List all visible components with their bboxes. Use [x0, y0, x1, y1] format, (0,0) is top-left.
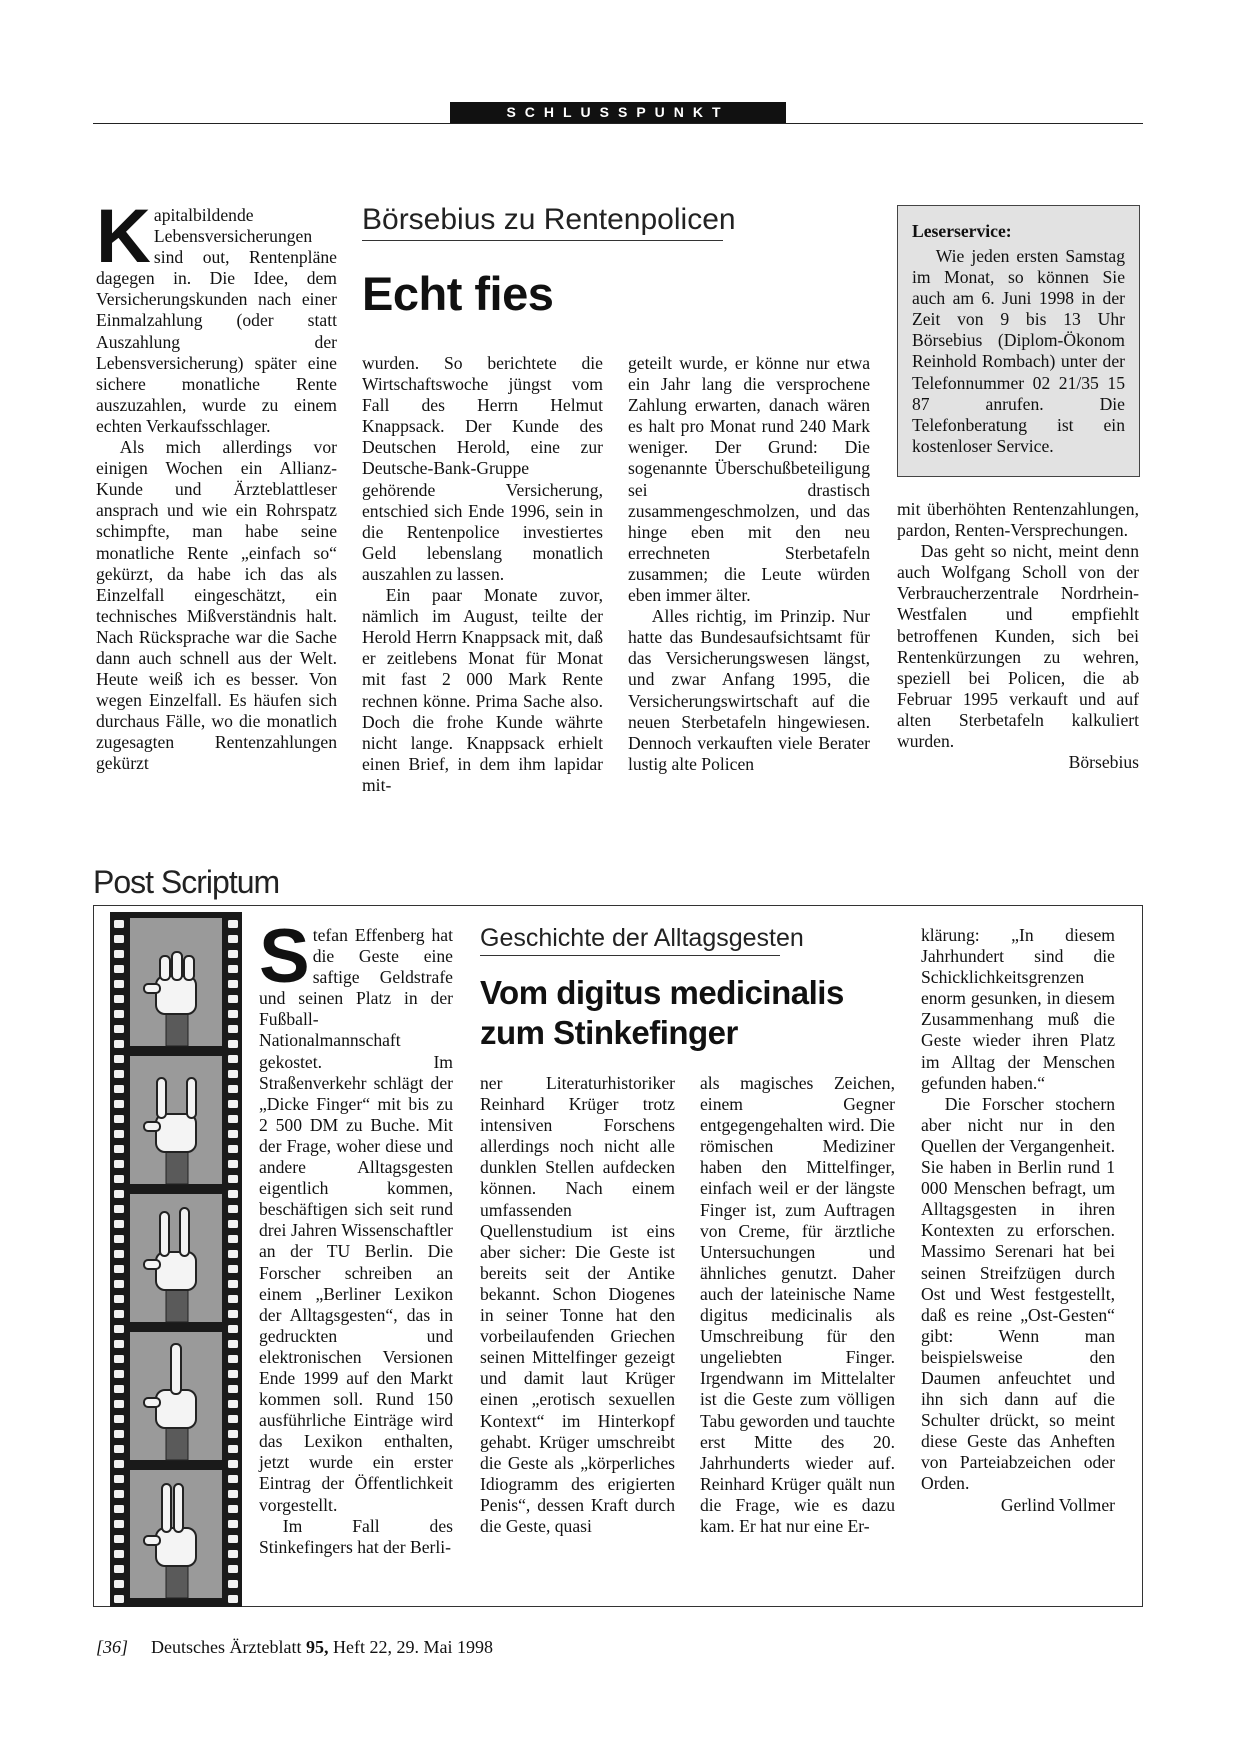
film-perforation — [228, 950, 238, 958]
reader-service-box — [897, 205, 1140, 477]
article1-column-2 — [362, 353, 603, 796]
film-perforation — [228, 1205, 238, 1213]
film-perforation — [228, 1490, 238, 1498]
film-strip-illustration — [110, 912, 242, 1607]
film-perforation — [114, 1235, 124, 1243]
postscriptum-title: Post Scriptum — [93, 864, 280, 900]
header-rule — [93, 123, 1143, 124]
film-perforation — [228, 1400, 238, 1408]
film-perforation — [228, 1235, 238, 1243]
film-perforation — [114, 1025, 124, 1033]
postscriptum-kicker-rule — [480, 955, 780, 956]
film-perforation — [228, 1040, 238, 1048]
film-perforation — [228, 1385, 238, 1393]
film-perforation — [114, 1580, 124, 1588]
article1-col4-para2: Das geht so nicht, meint denn auch Wolfgang Scholl von der Verbraucherzentrale Nordrhein-Westfalen und empfiehlt betroffenen Kunden, sich bei Rentenkürzungen zu wehren, speziell bei Policen, die ab Februar 1995 verkauft und auf alten Sterbetafeln kalkuliert wurden. — [897, 541, 1139, 752]
film-perforation — [228, 1085, 238, 1093]
article1-kicker: Börsebius zu Rentenpolicen — [362, 203, 736, 236]
film-perforation — [114, 1265, 124, 1273]
article1-col2-para1: wurden. So berichtete die Wirtschaftswoche jüngst vom Fall des Herrn Helmut Knappsack. Der Kunde des Deutschen Herold, eine zur Deutsche-Bank-Gruppe gehörende Versicherung, entschied sich Ende 1996, sein in die Rentenpolice investiertes Geld lebenslang monatlich auszahlen zu lassen. — [362, 353, 603, 584]
article1-col3-para1: geteilt wurde, er könne nur etwa ein Jahr lang die versprochene Zahlung erwarten, danach wären es halt pro Monat rund 240 Mark weniger. Der Grund: Die sogenannte Überschußbeteiligung sei drastisch zusammengeschmolzen, und das hinge eben mit den neu errechneten Sterbetafeln zusammen; die Leute würden eben immer älter. — [628, 353, 870, 606]
film-perforation — [228, 1580, 238, 1588]
film-perforation — [114, 1040, 124, 1048]
film-perforation — [228, 1295, 238, 1303]
article1-col1-para1: apitalbildende Lebensversicherungen sind out, Rentenpläne dagegen in. Die Idee, dem Versicherungskunden nach einer Einmalzahlung (oder statt Auszahlung der Lebensversicherung) später eine sichere monatliche Rente auszuzahlen, wurde zu einem echten Verkaufsschlager. — [96, 205, 337, 436]
film-perforation — [228, 1025, 238, 1033]
postscriptum-headline-line1: Vom digitus medicinalis — [480, 974, 844, 1011]
film-perforation — [228, 1445, 238, 1453]
film-perforation — [114, 1370, 124, 1378]
film-perforation — [228, 1340, 238, 1348]
article1-kicker-rule — [362, 240, 723, 241]
film-perforation — [114, 1070, 124, 1078]
postscriptum-column-4 — [921, 925, 1115, 1516]
film-perforation — [228, 1415, 238, 1423]
victory-gesture-icon — [130, 1194, 222, 1322]
ps-col4-para1: klärung: „In diesem Jahrhundert sind die Schicklichkeitsgrenzen enorm gesunken, in diesem Zusammenhang muß die Geste wieder ihren Platz im Alltag der Menschen gefunden haben.“ — [921, 925, 1115, 1093]
film-perforation — [114, 935, 124, 943]
film-perforation — [228, 935, 238, 943]
film-perforation — [228, 1145, 238, 1153]
ps-col1-para2: Im Fall des Stinkefingers hat der Berli- — [259, 1515, 453, 1557]
film-perforation — [228, 1220, 238, 1228]
film-perforation — [114, 1430, 124, 1438]
postscriptum-headline — [480, 973, 844, 1053]
film-perforation — [228, 920, 238, 928]
film-perforation — [114, 965, 124, 973]
film-perforation — [228, 1010, 238, 1018]
fist-gesture-icon — [130, 918, 222, 1046]
article1-col2-para2: Ein paar Monate zuvor, nämlich im August, teilte der Herold Herrn Knappsack mit, daß er zeitlebens Monat für Monat mit fast 2 000 Mark Rente rechnen könne. Prima Sache also. Doch die frohe Kunde währte nicht lange. Knappsack erhielt einen Brief, in dem ihm lapidar mit- — [362, 585, 603, 795]
film-perforation — [114, 920, 124, 928]
reader-service-text: Wie jeden ersten Samstag im Monat, so können Sie auch am 6. Juni 1998 in der Zeit von 9 bis 13 Uhr Börsebius (Diplom-Ökonom Reinhold Rombach) unter der Telefonnummer 02 21/35 15 87 anrufen. Die Telefonberatung ist ein kostenloser Service. — [912, 246, 1125, 456]
article1-column-1 — [96, 194, 337, 775]
film-perforation — [228, 1460, 238, 1468]
film-perforation — [228, 1280, 238, 1288]
postscriptum-kicker: Geschichte der Alltagsgesten — [480, 924, 804, 952]
dropcap-s: S — [259, 914, 310, 999]
article1-col4-para1: mit überhöhten Rentenzahlungen, pardon, Renten-Versprechungen. — [897, 499, 1139, 541]
film-perforation — [114, 1310, 124, 1318]
postscriptum-column-3 — [700, 1073, 895, 1537]
film-perforation — [114, 1205, 124, 1213]
film-perforation — [228, 1310, 238, 1318]
film-perforation — [114, 1190, 124, 1198]
film-perforation — [114, 1325, 124, 1333]
article1-column-3 — [628, 353, 870, 775]
postscriptum-headline-line2: zum Stinkefinger — [480, 1014, 738, 1051]
film-perforation — [114, 1130, 124, 1138]
film-perforation — [228, 995, 238, 1003]
film-perforation — [114, 950, 124, 958]
reader-service-title: Leserservice: — [912, 221, 1012, 241]
film-perforation — [114, 1475, 124, 1483]
film-perforation — [114, 1250, 124, 1258]
film-perforation — [114, 1505, 124, 1513]
film-perforation — [228, 1430, 238, 1438]
film-perforation — [228, 1520, 238, 1528]
film-perforation — [228, 1505, 238, 1513]
film-perforation — [114, 1100, 124, 1108]
page-footer — [96, 1636, 493, 1658]
section-label: SCHLUSSPUNKT — [450, 102, 786, 123]
film-perforation — [114, 995, 124, 1003]
film-perforation — [228, 1475, 238, 1483]
film-perforation — [114, 1550, 124, 1558]
film-perforation — [114, 1280, 124, 1288]
film-perforation — [228, 980, 238, 988]
film-perforation — [228, 1100, 238, 1108]
film-perforation — [228, 1160, 238, 1168]
ps-col4-para2: Die Forscher stochern aber nicht nur in den Quellen der Vergangenheit. Sie haben in Berlin rund 1 000 Menschen befragt, um Alltagsgesten in ihren Kontexten zu erforschen. Massimo Serenari hat bei seinen Streifzügen durch Ost und West festgestellt, daß es reine „Ost-Gesten“ gibt: Wenn man beispielsweise den Daumen anfeuchtet und ihn sich dann auf die Schulter drückt, so meint diese Geste das Anheften von Parteiabzeichen oder Orden. — [921, 1093, 1115, 1494]
page-number: [36] — [96, 1637, 129, 1657]
article1-col1-para2: Als mich allerdings vor einigen Wochen ein Allianz-Kunde und Ärzteblattleser ansprach und wie ein Rohrspatz schimpfte, man habe seine monatliche Rente „einfach so“ gekürzt, da habe ich das als Einzelfall eingeschätzt, ein technisches Mißverständnis halt. Nach Rücksprache war die Sache dann auch schnell aus der Welt. Heute weiß ich es besser. Von wegen Einzelfall. Es häufen sich durchaus Fälle, wo die monatlich zugesagten Rentenzahlungen gekürzt — [96, 437, 337, 774]
film-perforation — [114, 1085, 124, 1093]
film-perforation — [228, 1130, 238, 1138]
film-perforation — [114, 1400, 124, 1408]
article1-column-4 — [897, 499, 1139, 773]
film-perforation — [228, 1370, 238, 1378]
journal-issue: Heft 22, 29. Mai 1998 — [332, 1637, 493, 1657]
ps-col2-para1: ner Literaturhistoriker Reinhard Krüger trotz intensiven Forschens allerdings noch nicht alle dunklen Stellen aufdecken können. Nach einem umfassenden Quellenstudium ist eins aber sicher: Die Geste ist bereits seit der Antike bekannt. Schon Diogenes in seiner Tonne hat den vorbeilaufenden Griechen seinen Mittelfinger gezeigt und damit laut Krüger einen „erotisch sexuellen Kontext“ im Hinterkopf gehabt. Krüger umschreibt die Geste als „körperliches Idiogramm des erigierten Penis“, dessen Kraft durch die Geste, quasi — [480, 1073, 675, 1536]
film-perforation — [228, 1115, 238, 1123]
film-perforation — [114, 1460, 124, 1468]
article1-signature: Börsebius — [1068, 752, 1139, 773]
film-perforation — [228, 1355, 238, 1363]
film-perforation — [114, 1355, 124, 1363]
postscriptum-column-1 — [259, 914, 453, 1558]
film-perforation — [114, 1010, 124, 1018]
film-perforation — [114, 1175, 124, 1183]
film-perforation — [228, 1175, 238, 1183]
horns-gesture-icon — [130, 1056, 222, 1184]
film-perforation — [228, 1190, 238, 1198]
dropcap-k: K — [96, 194, 151, 279]
film-perforation — [114, 1565, 124, 1573]
article1-col3-para2: Alles richtig, im Prinzip. Nur hatte das Bundesaufsichtsamt für das Versicherungswesen längst, und zwar Anfang 1995, die Versicherungswirtschaft auf die neuen Sterbetafeln hingewiesen. Dennoch verkauften viele Berater lustig alte Policen — [628, 606, 870, 774]
film-perforation — [114, 1340, 124, 1348]
film-perforation — [114, 1295, 124, 1303]
two-fingers-gesture-icon — [130, 1470, 222, 1598]
postscriptum-column-2 — [480, 1073, 675, 1537]
middle-finger-gesture-icon — [130, 1332, 222, 1460]
film-perforation — [228, 1070, 238, 1078]
film-perforation — [228, 1250, 238, 1258]
film-perforation — [228, 1055, 238, 1063]
film-perforation — [228, 1565, 238, 1573]
film-perforation — [228, 965, 238, 973]
film-perforation — [114, 1445, 124, 1453]
film-perforation — [114, 1115, 124, 1123]
journal-volume: 95, — [305, 1637, 329, 1657]
ps-signature: Gerlind Vollmer — [1000, 1494, 1115, 1515]
film-perforation — [114, 1145, 124, 1153]
film-perforation — [114, 1535, 124, 1543]
film-perforation — [114, 1520, 124, 1528]
article1-headline: Echt fies — [362, 267, 554, 320]
film-frames — [130, 918, 222, 1598]
ps-col3-para1: als magisches Zeichen, einem Gegner entgegengehalten wird. Die römischen Mediziner haben den Mittelfinger, einfach weil er der längste Finger ist, zum Auftragen von Creme, für ärztliche Untersuchungen und ähnliches genutzt. Daher auch der lateinische Name digitus medicinalis als Umschreibung für den ungeliebten Finger. Irgendwann im Mittelalter ist die Geste zum völligen Tabu geworden und tauchte erst Mitte des 20. Jahrhunderts wieder auf. Reinhard Krüger quält nun die Frage, wie es dazu kam. Er hat nur eine Er- — [700, 1073, 895, 1536]
film-perforation — [228, 1325, 238, 1333]
film-perforation — [228, 1595, 238, 1603]
film-perforation — [228, 1265, 238, 1273]
film-perforation — [114, 980, 124, 988]
journal-name: Deutsches Ärzteblatt — [151, 1637, 302, 1657]
film-perforation — [228, 1535, 238, 1543]
ps-col1-para1: tefan Effenberg hat die Geste eine saftige Geldstrafe und seinen Platz in der Fußball-Nationalmannschaft gekostet. Im Straßenverkehr schlägt der „Dicke Finger“ mit bis zu 2 500 DM zu Buche. Mit der Frage, woher diese und andere Alltagsgesten eigentlich kommen, beschäftigen sich seit rund drei Jahren Wissenschaftler an der TU Berlin. Die Forscher schreiben an einem „Berliner Lexikon der Alltagsgesten“, das in gedruckten und elektronischen Versionen Ende 1999 auf den Markt kommen soll. Rund 150 ausführliche Einträge wird das Lexikon enthalten, jetzt wurde ein erster Eintrag der Öffentlichkeit vorgestellt. — [259, 925, 453, 1515]
film-perforation — [114, 1055, 124, 1063]
film-perforation — [114, 1595, 124, 1603]
film-perforation — [114, 1160, 124, 1168]
film-perforation — [228, 1550, 238, 1558]
film-perforation — [114, 1220, 124, 1228]
film-perforation — [114, 1490, 124, 1498]
film-perforation — [114, 1385, 124, 1393]
film-perforation — [114, 1415, 124, 1423]
